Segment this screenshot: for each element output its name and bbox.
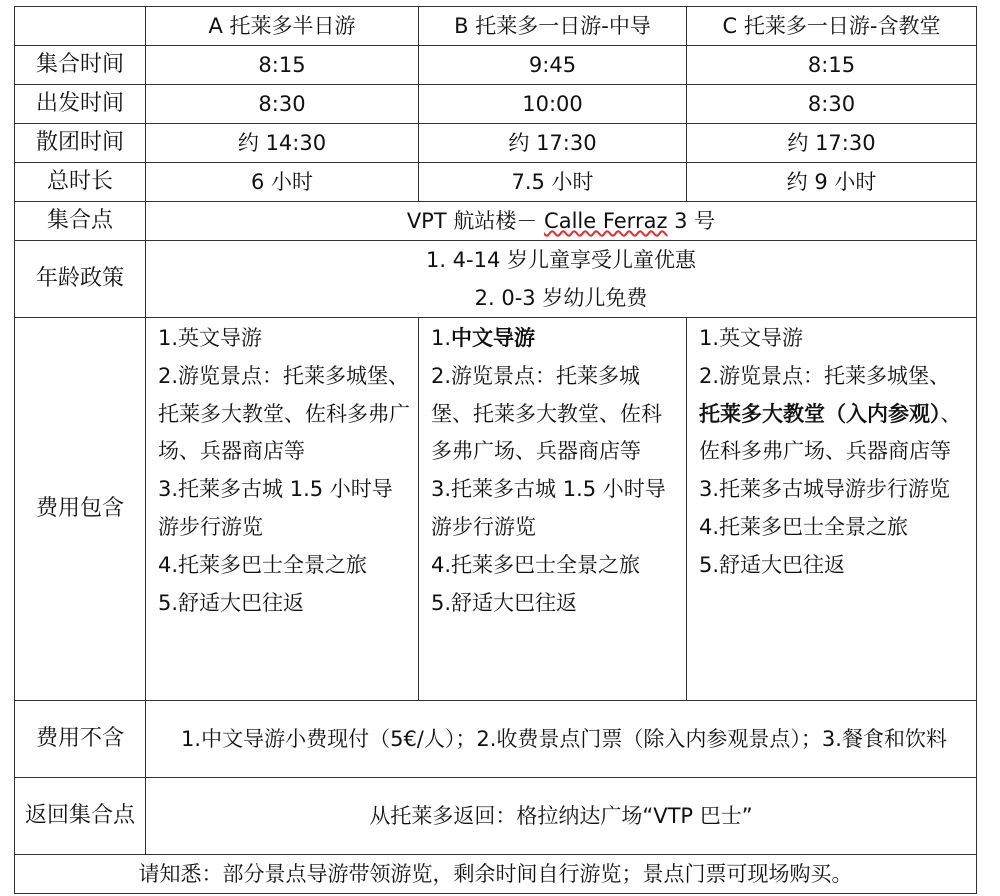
inc-bold: 中文导游 bbox=[451, 326, 536, 350]
inc-item: 5.舒适大巴往返 bbox=[699, 552, 846, 577]
age-line-2: 2. 0-3 岁幼儿免费 bbox=[474, 286, 648, 310]
cell-b: 约 17:30 bbox=[419, 124, 687, 163]
tour-comparison-table bbox=[14, 6, 977, 894]
row-meeting-point bbox=[15, 202, 977, 241]
age-policy-value bbox=[146, 241, 977, 318]
includes-c bbox=[687, 318, 977, 701]
inc-item: 2.游览景点：托莱多城堡、托莱多大教堂、佐科多弗广场、兵器商店等 bbox=[431, 363, 662, 464]
row-duration bbox=[15, 163, 977, 202]
return-point-value: 从托莱多返回：格拉纳达广场“VTP 巴士” bbox=[146, 778, 977, 855]
header-tour-b: B 托莱多一日游-中导 bbox=[419, 7, 687, 46]
row-age-policy bbox=[15, 241, 977, 318]
row-label: 总时长 bbox=[15, 163, 146, 202]
row-meet-time bbox=[15, 46, 977, 85]
excludes-value: 1.中文导游小费现付（5€/人）；2.收费景点门票（除入内参观景点）；3.餐食和饮料 bbox=[146, 701, 977, 778]
inc-item: 2.游览景点：托莱多城堡、托莱多大教堂、佐科多弗广场、兵器商店等 bbox=[158, 363, 410, 464]
inc-item bbox=[699, 358, 968, 471]
row-depart-time bbox=[15, 85, 977, 124]
cell-a: 8:30 bbox=[146, 85, 419, 124]
meeting-prefix: VPT 航站楼－ bbox=[406, 209, 545, 233]
row-notice bbox=[15, 855, 977, 894]
row-return-point bbox=[15, 778, 977, 855]
inc-pre: 2.游览景点：托莱多城堡、 bbox=[699, 363, 951, 388]
inc-post: 、佐科多弗广场、兵器商店等 bbox=[699, 401, 962, 464]
inc-item: 3.托莱多古城 1.5 小时导游步行游览 bbox=[158, 477, 393, 539]
header-corner bbox=[15, 7, 146, 46]
row-label: 费用不含 bbox=[15, 701, 146, 778]
inc-bold: 托莱多大教堂（入内参观） bbox=[699, 401, 941, 426]
row-excludes bbox=[15, 701, 977, 778]
row-includes bbox=[15, 318, 977, 701]
row-label: 散团时间 bbox=[15, 124, 146, 163]
header-tour-a: A 托莱多半日游 bbox=[146, 7, 419, 46]
inc-item: 4.托莱多巴士全景之旅 bbox=[158, 552, 368, 577]
inc-item: 4.托莱多巴士全景之旅 bbox=[699, 514, 909, 539]
cell-a: 约 14:30 bbox=[146, 124, 419, 163]
inc-num: 1. bbox=[431, 326, 452, 350]
meeting-suffix: 3 号 bbox=[667, 209, 716, 233]
inc-item: 5.舒适大巴往返 bbox=[431, 590, 578, 615]
row-label: 集合时间 bbox=[15, 46, 146, 85]
cell-c: 约 9 小时 bbox=[687, 163, 977, 202]
inc-item: 4.托莱多巴士全景之旅 bbox=[431, 552, 641, 577]
inc-item: 1.英文导游 bbox=[699, 326, 804, 350]
header-tour-c: C 托莱多一日游-含教堂 bbox=[687, 7, 977, 46]
cell-b: 7.5 小时 bbox=[419, 163, 687, 202]
cell-c: 8:15 bbox=[687, 46, 977, 85]
row-label: 集合点 bbox=[15, 202, 146, 241]
row-dismiss-time bbox=[15, 124, 977, 163]
row-label: 年龄政策 bbox=[15, 241, 146, 318]
header-row bbox=[15, 7, 977, 46]
cell-a: 8:15 bbox=[146, 46, 419, 85]
meeting-street: Calle Ferraz bbox=[544, 209, 668, 233]
inc-item: 3.托莱多古城导游步行游览 bbox=[699, 477, 951, 502]
inc-item: 1.英文导游 bbox=[158, 326, 263, 350]
meeting-point-value bbox=[146, 202, 977, 241]
inc-item: 5.舒适大巴往返 bbox=[158, 590, 305, 615]
row-label: 出发时间 bbox=[15, 85, 146, 124]
cell-b: 10:00 bbox=[419, 85, 687, 124]
cell-c: 约 17:30 bbox=[687, 124, 977, 163]
cell-a: 6 小时 bbox=[146, 163, 419, 202]
includes-a bbox=[146, 318, 419, 701]
includes-b bbox=[419, 318, 687, 701]
inc-item bbox=[431, 320, 678, 358]
cell-b: 9:45 bbox=[419, 46, 687, 85]
age-line-1: 1. 4-14 岁儿童享受儿童优惠 bbox=[425, 248, 697, 272]
inc-item: 3.托莱多古城 1.5 小时导游步行游览 bbox=[431, 477, 666, 539]
notice-text: 请知悉：部分景点导游带领游览，剩余时间自行游览；景点门票可现场购买。 bbox=[15, 855, 977, 894]
cell-c: 8:30 bbox=[687, 85, 977, 124]
row-label: 费用包含 bbox=[15, 318, 146, 701]
row-label: 返回集合点 bbox=[15, 778, 146, 855]
